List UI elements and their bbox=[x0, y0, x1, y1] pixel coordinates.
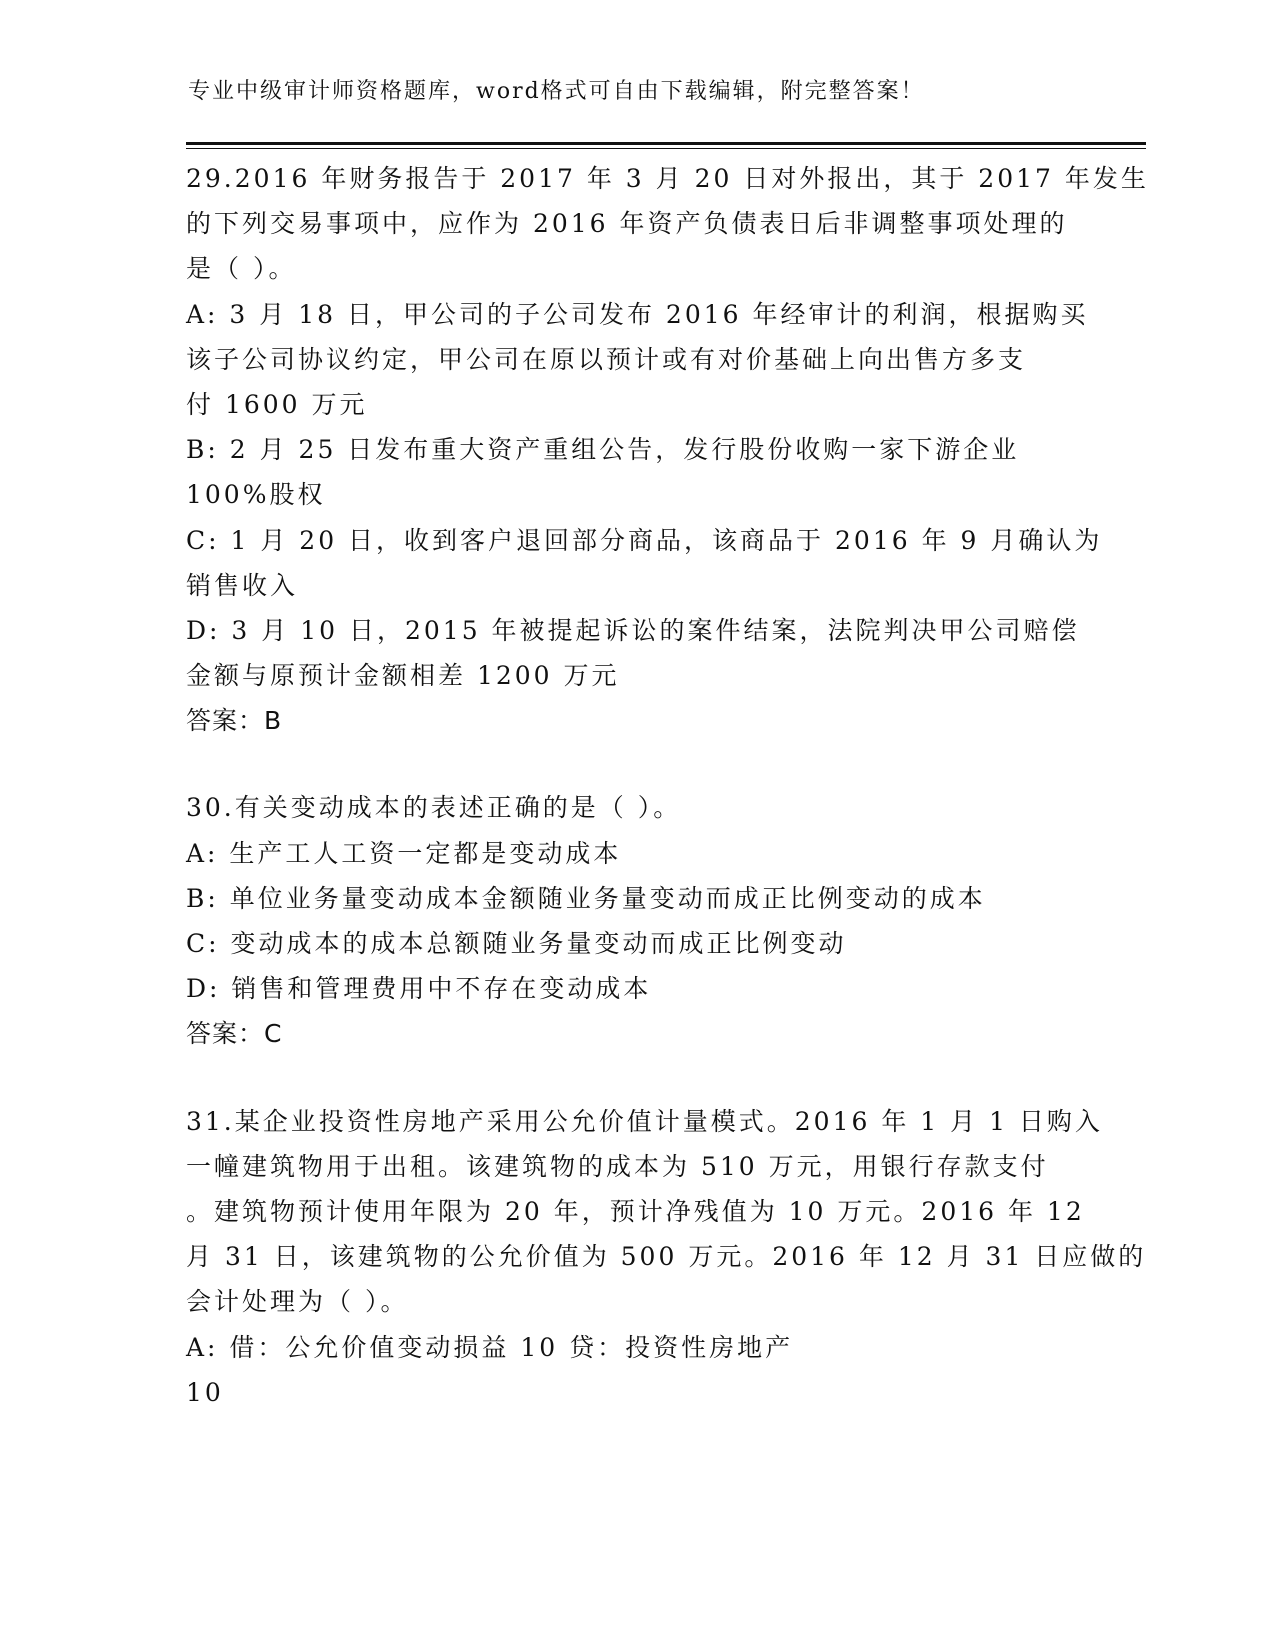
option-b-line: B: 单位业务量变动成本金额随业务量变动而成正比例变动的成本 bbox=[186, 883, 986, 913]
option-a-line: 10 bbox=[186, 1377, 224, 1407]
option-a-line: 该子公司协议约定，甲公司在原以预计或有对价基础上向出售方多支 bbox=[186, 344, 1027, 374]
answer-label: 答案：B bbox=[186, 706, 283, 736]
question-text-line: 的下列交易事项中，应作为 2016 年资产负债表日后非调整事项处理的 bbox=[186, 209, 1068, 239]
header-divider-thin bbox=[186, 148, 1146, 149]
option-a-line: A: 借：公允价值变动损益 10 贷：投资性房地产 bbox=[186, 1332, 794, 1362]
option-c-line: 销售收入 bbox=[186, 570, 299, 600]
question-30 bbox=[186, 785, 1086, 1056]
question-31 bbox=[186, 1099, 1147, 1415]
option-a-line: A: 生产工人工资一定都是变动成本 bbox=[186, 838, 622, 868]
option-a-line: 付 1600 万元 bbox=[186, 389, 368, 419]
option-a-line: A: 3 月 18 日，甲公司的子公司发布 2016 年经审计的利润，根据购买 bbox=[186, 299, 1089, 329]
question-text-line: 会计处理为（ ）。 bbox=[186, 1287, 409, 1317]
option-c-line: C: 变动成本的成本总额随业务量变动而成正比例变动 bbox=[186, 929, 847, 958]
question-text-line: 。建筑物预计使用年限为 20 年，预计净残值为 10 万元。2016 年 12 bbox=[186, 1196, 1085, 1226]
option-c-line: C: 1 月 20 日，收到客户退回部分商品，该商品于 2016 年 9 月确认为 bbox=[186, 525, 1103, 555]
question-29 bbox=[186, 156, 1149, 743]
question-text-line: 29.2016 年财务报告于 2017 年 3 月 20 日对外报出，其于 2017 年发生 bbox=[186, 164, 1149, 193]
question-text-line: 月 31 日，该建筑物的公允价值为 500 万元。2016 年 12 月 31 日应做的 bbox=[186, 1242, 1147, 1272]
header-divider-thick bbox=[186, 142, 1146, 145]
question-list bbox=[186, 156, 1149, 1457]
answer-label: 答案：C bbox=[186, 1019, 283, 1049]
option-d-line: D: 销售和管理费用中不存在变动成本 bbox=[186, 974, 652, 1004]
option-b-line: 100%股权 bbox=[186, 480, 326, 510]
question-text-line: 31.某企业投资性房地产采用公允价值计量模式。2016 年 1 月 1 日购入 bbox=[186, 1106, 1103, 1136]
option-d-line: 金额与原预计金额相差 1200 万元 bbox=[186, 661, 620, 691]
question-text-line: 一幢建筑物用于出租。该建筑物的成本为 510 万元，用银行存款支付 bbox=[186, 1151, 1049, 1181]
question-text-line: 30.有关变动成本的表述正确的是（ ）。 bbox=[186, 793, 682, 823]
question-text-line: 是（ ）。 bbox=[186, 254, 297, 284]
option-d-line: D: 3 月 10 日，2015 年被提起诉讼的案件结案，法院判决甲公司赔偿 bbox=[186, 615, 1080, 645]
page-header: 专业中级审计师资格题库，word格式可自由下载编辑，附完整答案！ bbox=[188, 79, 925, 104]
option-b-line: B: 2 月 25 日发布重大资产重组公告，发行股份收购一家下游企业 bbox=[186, 435, 1020, 465]
